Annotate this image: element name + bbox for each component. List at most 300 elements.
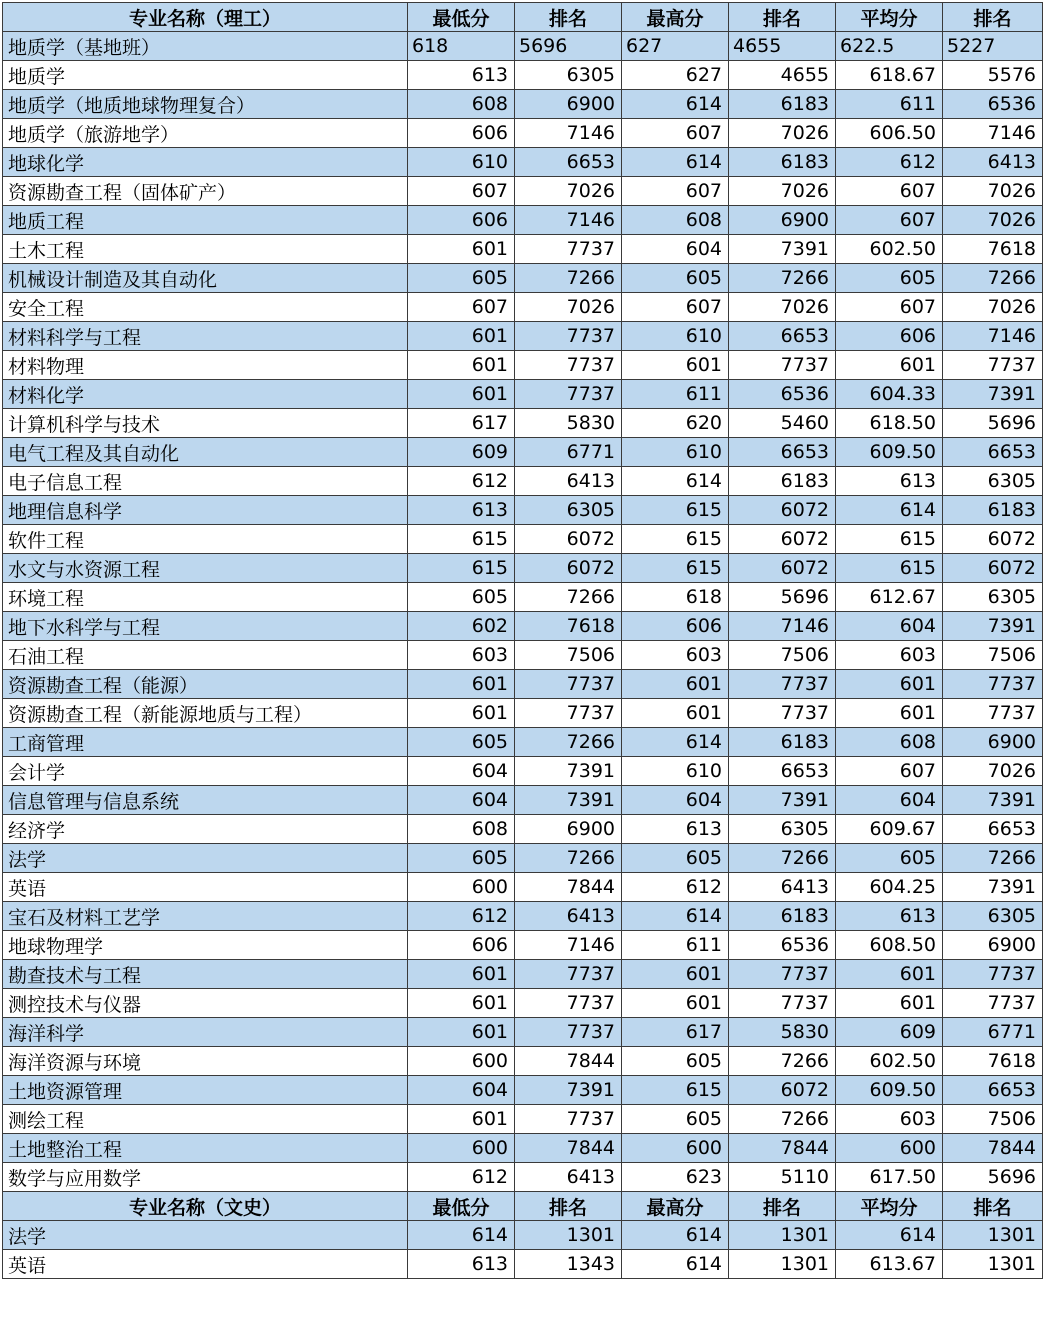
- science-table-row: [3, 670, 1043, 699]
- score-cell: 7266: [515, 728, 622, 757]
- science-table-row: [3, 699, 1043, 728]
- score-cell: 617: [408, 409, 515, 438]
- score-cell: 4655: [729, 32, 836, 61]
- score-cell: 601: [622, 699, 729, 728]
- major-name-cell: 地球化学: [3, 148, 408, 177]
- major-name-cell: 土地整治工程: [3, 1134, 408, 1163]
- score-cell: 606: [836, 322, 943, 351]
- score-cell: 603: [622, 641, 729, 670]
- column-header: 排名: [515, 1192, 622, 1221]
- score-cell: 6305: [515, 496, 622, 525]
- score-cell: 613.67: [836, 1250, 943, 1279]
- major-name-cell: 海洋科学: [3, 1018, 408, 1047]
- score-cell: 6413: [943, 148, 1043, 177]
- science-table-row: [3, 1134, 1043, 1163]
- score-cell: 7506: [943, 641, 1043, 670]
- score-cell: 6536: [729, 380, 836, 409]
- arts-header-row: [3, 1192, 1043, 1221]
- science-table-row: [3, 119, 1043, 148]
- column-header: 平均分: [836, 3, 943, 32]
- major-name-cell: 工商管理: [3, 728, 408, 757]
- score-cell: 7146: [515, 931, 622, 960]
- score-cell: 6900: [515, 815, 622, 844]
- score-cell: 6900: [729, 206, 836, 235]
- score-cell: 5830: [515, 409, 622, 438]
- score-cell: 1343: [515, 1250, 622, 1279]
- score-cell: 601: [408, 322, 515, 351]
- score-cell: 7026: [515, 293, 622, 322]
- major-name-header: 专业名称（文史）: [3, 1192, 408, 1221]
- major-name-cell: 信息管理与信息系统: [3, 786, 408, 815]
- score-cell: 613: [408, 61, 515, 90]
- score-cell: 7737: [515, 1018, 622, 1047]
- major-name-cell: 安全工程: [3, 293, 408, 322]
- major-name-cell: 地质学（基地班）: [3, 32, 408, 61]
- column-header: 排名: [515, 3, 622, 32]
- score-cell: 7618: [943, 235, 1043, 264]
- score-cell: 7026: [729, 293, 836, 322]
- score-cell: 6653: [943, 1076, 1043, 1105]
- score-cell: 6072: [729, 525, 836, 554]
- score-cell: 7506: [515, 641, 622, 670]
- score-cell: 6900: [515, 90, 622, 119]
- score-cell: 6072: [943, 525, 1043, 554]
- major-name-cell: 土地资源管理: [3, 1076, 408, 1105]
- score-cell: 7844: [515, 1047, 622, 1076]
- major-name-cell: 计算机科学与技术: [3, 409, 408, 438]
- major-name-cell: 地球物理学: [3, 931, 408, 960]
- score-cell: 607: [408, 293, 515, 322]
- score-cell: 608: [836, 728, 943, 757]
- score-cell: 615: [622, 496, 729, 525]
- score-cell: 6183: [729, 148, 836, 177]
- score-cell: 609: [836, 1018, 943, 1047]
- score-cell: 6653: [515, 148, 622, 177]
- score-cell: 601: [408, 1105, 515, 1134]
- score-cell: 1301: [729, 1250, 836, 1279]
- major-name-cell: 材料化学: [3, 380, 408, 409]
- score-cell: 612.67: [836, 583, 943, 612]
- science-table-row: [3, 554, 1043, 583]
- score-cell: 6413: [515, 467, 622, 496]
- score-cell: 6900: [943, 931, 1043, 960]
- score-cell: 7266: [729, 1105, 836, 1134]
- major-name-cell: 英语: [3, 873, 408, 902]
- score-cell: 605: [622, 844, 729, 873]
- score-cell: 6183: [729, 90, 836, 119]
- science-table-row: [3, 351, 1043, 380]
- score-cell: 6653: [729, 757, 836, 786]
- score-cell: 6072: [729, 496, 836, 525]
- score-cell: 6536: [729, 931, 836, 960]
- science-table-row: [3, 206, 1043, 235]
- science-table-row: [3, 380, 1043, 409]
- science-table-row: [3, 1163, 1043, 1192]
- score-cell: 615: [408, 554, 515, 583]
- score-cell: 613: [836, 902, 943, 931]
- score-cell: 7026: [943, 757, 1043, 786]
- score-cell: 600: [408, 1134, 515, 1163]
- major-name-cell: 环境工程: [3, 583, 408, 612]
- score-cell: 622.5: [836, 32, 943, 61]
- major-name-cell: 测绘工程: [3, 1105, 408, 1134]
- score-cell: 7391: [943, 380, 1043, 409]
- column-header: 排名: [729, 3, 836, 32]
- score-cell: 7844: [729, 1134, 836, 1163]
- score-cell: 5110: [729, 1163, 836, 1192]
- score-cell: 7844: [515, 873, 622, 902]
- score-cell: 609.50: [836, 1076, 943, 1105]
- column-header: 排名: [943, 1192, 1043, 1221]
- column-header: 最高分: [622, 1192, 729, 1221]
- score-cell: 7737: [515, 380, 622, 409]
- score-cell: 614: [622, 902, 729, 931]
- score-cell: 601: [408, 699, 515, 728]
- score-cell: 7266: [515, 264, 622, 293]
- science-table-row: [3, 235, 1043, 264]
- score-cell: 7737: [515, 1105, 622, 1134]
- score-cell: 7146: [729, 612, 836, 641]
- score-cell: 615: [408, 525, 515, 554]
- score-cell: 6183: [729, 902, 836, 931]
- major-name-cell: 会计学: [3, 757, 408, 786]
- score-cell: 605: [408, 264, 515, 293]
- science-table-row: [3, 1018, 1043, 1047]
- score-cell: 7026: [943, 293, 1043, 322]
- score-cell: 601: [622, 670, 729, 699]
- major-name-cell: 材料科学与工程: [3, 322, 408, 351]
- score-cell: 615: [836, 554, 943, 583]
- score-cell: 7737: [515, 699, 622, 728]
- score-cell: 7844: [943, 1134, 1043, 1163]
- score-cell: 606: [408, 931, 515, 960]
- major-name-cell: 材料物理: [3, 351, 408, 380]
- score-cell: 610: [622, 757, 729, 786]
- score-cell: 1301: [943, 1221, 1043, 1250]
- score-cell: 615: [836, 525, 943, 554]
- score-cell: 7266: [943, 264, 1043, 293]
- score-cell: 7737: [943, 989, 1043, 1018]
- score-cell: 615: [622, 554, 729, 583]
- score-cell: 615: [622, 1076, 729, 1105]
- score-cell: 608: [622, 206, 729, 235]
- score-cell: 608.50: [836, 931, 943, 960]
- score-cell: 606: [408, 119, 515, 148]
- column-header: 排名: [943, 3, 1043, 32]
- science-table-row: [3, 612, 1043, 641]
- score-cell: 604.33: [836, 380, 943, 409]
- science-table-row: [3, 989, 1043, 1018]
- score-cell: 609.50: [836, 438, 943, 467]
- major-name-cell: 勘查技术与工程: [3, 960, 408, 989]
- score-cell: 7266: [515, 583, 622, 612]
- score-cell: 7737: [729, 960, 836, 989]
- score-cell: 1301: [515, 1221, 622, 1250]
- score-cell: 6072: [515, 554, 622, 583]
- score-cell: 612: [836, 148, 943, 177]
- science-table-row: [3, 90, 1043, 119]
- score-cell: 6413: [515, 1163, 622, 1192]
- score-cell: 603: [836, 1105, 943, 1134]
- score-cell: 601: [836, 989, 943, 1018]
- score-cell: 601: [622, 989, 729, 1018]
- score-cell: 6305: [515, 61, 622, 90]
- column-header: 平均分: [836, 1192, 943, 1221]
- score-cell: 7737: [943, 699, 1043, 728]
- major-name-cell: 地质学（地质地球物理复合）: [3, 90, 408, 119]
- major-name-cell: 数学与应用数学: [3, 1163, 408, 1192]
- score-cell: 603: [836, 641, 943, 670]
- score-cell: 7391: [943, 873, 1043, 902]
- column-header: 排名: [729, 1192, 836, 1221]
- score-cell: 7737: [515, 322, 622, 351]
- major-name-cell: 电气工程及其自动化: [3, 438, 408, 467]
- score-cell: 613: [836, 467, 943, 496]
- score-cell: 627: [622, 61, 729, 90]
- score-cell: 607: [836, 757, 943, 786]
- score-cell: 7146: [515, 206, 622, 235]
- science-table-row: [3, 728, 1043, 757]
- score-cell: 610: [622, 438, 729, 467]
- score-cell: 601: [408, 1018, 515, 1047]
- score-table: [2, 2, 1043, 1279]
- score-cell: 604: [622, 786, 729, 815]
- score-cell: 605: [408, 844, 515, 873]
- major-name-cell: 地质学（旅游地学）: [3, 119, 408, 148]
- score-cell: 614: [836, 1221, 943, 1250]
- score-cell: 609.67: [836, 815, 943, 844]
- science-header-row: [3, 3, 1043, 32]
- score-cell: 6413: [515, 902, 622, 931]
- score-cell: 6653: [729, 438, 836, 467]
- major-name-cell: 水文与水资源工程: [3, 554, 408, 583]
- score-cell: 5576: [943, 61, 1043, 90]
- major-name-cell: 地质工程: [3, 206, 408, 235]
- science-table-row: [3, 32, 1043, 61]
- score-cell: 613: [622, 815, 729, 844]
- score-cell: 604: [408, 786, 515, 815]
- score-cell: 5460: [729, 409, 836, 438]
- major-name-cell: 英语: [3, 1250, 408, 1279]
- major-name-cell: 资源勘查工程（能源）: [3, 670, 408, 699]
- score-cell: 605: [622, 1105, 729, 1134]
- score-cell: 7266: [729, 264, 836, 293]
- score-cell: 617: [622, 1018, 729, 1047]
- score-cell: 614: [622, 467, 729, 496]
- science-table-row: [3, 1105, 1043, 1134]
- score-cell: 608: [408, 90, 515, 119]
- science-table-row: [3, 264, 1043, 293]
- score-cell: 611: [836, 90, 943, 119]
- science-table-row: [3, 1047, 1043, 1076]
- score-cell: 601: [408, 960, 515, 989]
- science-table-row: [3, 757, 1043, 786]
- score-cell: 7737: [515, 351, 622, 380]
- score-cell: 618.50: [836, 409, 943, 438]
- score-cell: 5830: [729, 1018, 836, 1047]
- score-cell: 1301: [729, 1221, 836, 1250]
- score-cell: 601: [408, 989, 515, 1018]
- science-table-row: [3, 496, 1043, 525]
- score-cell: 601: [836, 670, 943, 699]
- science-table-row: [3, 902, 1043, 931]
- science-table-row: [3, 844, 1043, 873]
- score-cell: 610: [408, 148, 515, 177]
- score-cell: 614: [622, 148, 729, 177]
- science-table-row: [3, 409, 1043, 438]
- score-cell: 6413: [729, 873, 836, 902]
- score-cell: 605: [408, 728, 515, 757]
- score-cell: 7266: [729, 1047, 836, 1076]
- score-cell: 614: [622, 1250, 729, 1279]
- score-cell: 601: [408, 235, 515, 264]
- score-cell: 602: [408, 612, 515, 641]
- score-cell: 614: [836, 496, 943, 525]
- score-cell: 606: [408, 206, 515, 235]
- science-table-row: [3, 873, 1043, 902]
- score-cell: 612: [408, 902, 515, 931]
- score-cell: 612: [408, 1163, 515, 1192]
- score-cell: 6072: [729, 554, 836, 583]
- score-cell: 6305: [943, 467, 1043, 496]
- science-table-row: [3, 786, 1043, 815]
- score-cell: 6183: [943, 496, 1043, 525]
- science-table-row: [3, 177, 1043, 206]
- score-cell: 605: [836, 264, 943, 293]
- score-cell: 1301: [943, 1250, 1043, 1279]
- major-name-cell: 法学: [3, 844, 408, 873]
- score-cell: 607: [408, 177, 515, 206]
- score-cell: 5696: [515, 32, 622, 61]
- score-cell: 7391: [729, 786, 836, 815]
- score-cell: 6653: [943, 815, 1043, 844]
- score-cell: 601: [836, 351, 943, 380]
- science-table-row: [3, 641, 1043, 670]
- score-cell: 618: [622, 583, 729, 612]
- score-cell: 4655: [729, 61, 836, 90]
- major-name-cell: 资源勘查工程（固体矿产）: [3, 177, 408, 206]
- science-table-row: [3, 583, 1043, 612]
- score-cell: 7391: [943, 786, 1043, 815]
- score-cell: 7266: [729, 844, 836, 873]
- science-table-row: [3, 293, 1043, 322]
- major-name-cell: 地下水科学与工程: [3, 612, 408, 641]
- score-cell: 623: [622, 1163, 729, 1192]
- science-table-row: [3, 61, 1043, 90]
- arts-table-row: [3, 1221, 1043, 1250]
- score-cell: 7146: [515, 119, 622, 148]
- score-cell: 7737: [515, 989, 622, 1018]
- score-cell: 7266: [943, 844, 1043, 873]
- score-cell: 610: [622, 322, 729, 351]
- score-cell: 6183: [729, 728, 836, 757]
- major-name-cell: 电子信息工程: [3, 467, 408, 496]
- score-cell: 614: [622, 90, 729, 119]
- score-cell: 611: [622, 380, 729, 409]
- score-cell: 7506: [943, 1105, 1043, 1134]
- score-cell: 605: [622, 264, 729, 293]
- score-cell: 602.50: [836, 1047, 943, 1076]
- score-cell: 604: [836, 786, 943, 815]
- score-cell: 600: [622, 1134, 729, 1163]
- score-cell: 5696: [729, 583, 836, 612]
- score-cell: 615: [622, 525, 729, 554]
- score-cell: 5696: [943, 409, 1043, 438]
- score-cell: 618: [408, 32, 515, 61]
- score-cell: 606: [622, 612, 729, 641]
- score-cell: 6072: [729, 1076, 836, 1105]
- score-cell: 6072: [515, 525, 622, 554]
- score-cell: 7146: [943, 322, 1043, 351]
- score-cell: 607: [622, 293, 729, 322]
- score-cell: 611: [622, 931, 729, 960]
- score-cell: 605: [622, 1047, 729, 1076]
- science-table-row: [3, 467, 1043, 496]
- score-cell: 600: [408, 1047, 515, 1076]
- score-cell: 627: [622, 32, 729, 61]
- score-cell: 613: [408, 496, 515, 525]
- score-cell: 603: [408, 641, 515, 670]
- science-table-row: [3, 960, 1043, 989]
- score-cell: 607: [622, 177, 729, 206]
- score-cell: 7737: [943, 960, 1043, 989]
- score-cell: 7737: [515, 960, 622, 989]
- science-table-row: [3, 525, 1043, 554]
- science-table-row: [3, 148, 1043, 177]
- score-cell: 7506: [729, 641, 836, 670]
- column-header: 最高分: [622, 3, 729, 32]
- score-cell: 7026: [729, 119, 836, 148]
- science-table-row: [3, 931, 1043, 960]
- score-cell: 617.50: [836, 1163, 943, 1192]
- score-cell: 609: [408, 438, 515, 467]
- score-cell: 7618: [515, 612, 622, 641]
- score-cell: 7737: [729, 351, 836, 380]
- score-cell: 620: [622, 409, 729, 438]
- score-cell: 614: [622, 728, 729, 757]
- score-cell: 604: [408, 1076, 515, 1105]
- major-name-cell: 石油工程: [3, 641, 408, 670]
- score-cell: 7026: [515, 177, 622, 206]
- score-cell: 7266: [515, 844, 622, 873]
- score-cell: 6305: [943, 583, 1043, 612]
- science-table-row: [3, 815, 1043, 844]
- score-cell: 604.25: [836, 873, 943, 902]
- major-name-cell: 测控技术与仪器: [3, 989, 408, 1018]
- score-cell: 7391: [515, 1076, 622, 1105]
- score-cell: 607: [622, 119, 729, 148]
- score-cell: 608: [408, 815, 515, 844]
- science-table-row: [3, 322, 1043, 351]
- major-name-cell: 地理信息科学: [3, 496, 408, 525]
- score-cell: 7844: [515, 1134, 622, 1163]
- score-cell: 604: [622, 235, 729, 264]
- score-cell: 7737: [943, 351, 1043, 380]
- score-cell: 7737: [943, 670, 1043, 699]
- score-cell: 6771: [943, 1018, 1043, 1047]
- score-cell: 7737: [515, 670, 622, 699]
- arts-table-row: [3, 1250, 1043, 1279]
- score-cell: 607: [836, 293, 943, 322]
- score-cell: 7737: [729, 699, 836, 728]
- score-cell: 601: [408, 670, 515, 699]
- score-cell: 6771: [515, 438, 622, 467]
- major-name-cell: 宝石及材料工艺学: [3, 902, 408, 931]
- score-cell: 607: [836, 206, 943, 235]
- score-cell: 606.50: [836, 119, 943, 148]
- score-cell: 6653: [943, 438, 1043, 467]
- score-cell: 7391: [729, 235, 836, 264]
